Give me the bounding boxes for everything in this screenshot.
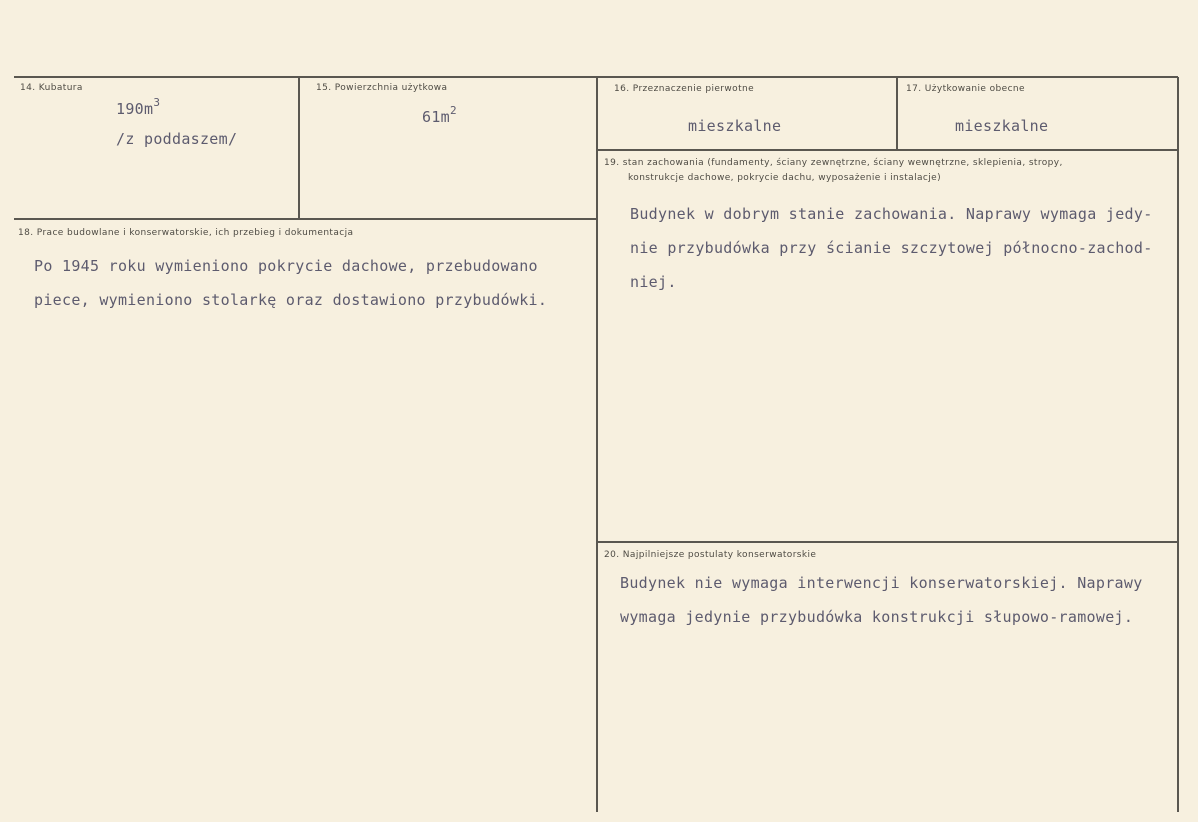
field-15-value-text: 61m xyxy=(422,108,450,126)
field-14-value-sup: 3 xyxy=(153,96,161,109)
divider-16-17 xyxy=(896,77,898,149)
right-border xyxy=(1177,77,1179,812)
field-18-label: 18. Prace budowlane i konserwatorskie, ich przebieg i dokumentacja xyxy=(18,228,354,238)
field-19-line: niej. xyxy=(630,273,677,291)
field-19-line: Budynek w dobrym stanie zachowania. Naprawy wymaga jedy- xyxy=(630,205,1153,223)
rule-above-20 xyxy=(597,541,1178,543)
field-20-line: Budynek nie wymaga interwencji konserwatorskiej. Naprawy xyxy=(620,574,1143,592)
field-18-text xyxy=(34,249,594,317)
field-14-value xyxy=(116,98,160,118)
field-20-line: wymaga jedynie przybudówka konstrukcji słupowo-ramowej. xyxy=(620,608,1134,626)
field-15-label: 15. Powierzchnia użytkowa xyxy=(316,83,448,93)
field-19-label-line2: konstrukcje dachowe, pokrycie dachu, wyposażenie i instalacje) xyxy=(628,173,941,183)
field-14-label: 14. Kubatura xyxy=(20,83,83,93)
field-19-text xyxy=(630,197,1175,299)
field-16-label: 16. Przeznaczenie pierwotne xyxy=(614,84,755,94)
field-14-value-line2: /z poddaszem/ xyxy=(116,130,238,148)
field-18-line: piece, wymieniono stolarkę oraz dostawiono przybudówki. xyxy=(34,291,548,309)
field-17-label: 17. Użytkowanie obecne xyxy=(906,84,1025,94)
field-15-value xyxy=(422,106,457,126)
field-19-line: nie przybudówka przy ścianie szczytowej północno-zachod- xyxy=(630,239,1153,257)
divider-14-15 xyxy=(298,77,300,220)
field-14-value-text: 190m xyxy=(116,100,154,118)
field-17-value: mieszkalne xyxy=(955,117,1049,135)
field-20-text xyxy=(620,566,1176,634)
field-18-line: Po 1945 roku wymieniono pokrycie dachowe, przebudowano xyxy=(34,257,538,275)
rule-under-14-15 xyxy=(14,218,597,220)
field-15-value-sup: 2 xyxy=(450,104,457,117)
main-vertical-divider xyxy=(596,77,598,812)
field-16-value: mieszkalne xyxy=(688,117,782,135)
field-20-label: 20. Najpilniejsze postulaty konserwatorskie xyxy=(604,550,817,560)
rule-under-16-17 xyxy=(597,149,1178,151)
field-19-label-line1: 19. stan zachowania (fundamenty, ściany zewnętrzne, ściany wewnętrzne, sklepienia, stropy, xyxy=(604,158,1063,168)
